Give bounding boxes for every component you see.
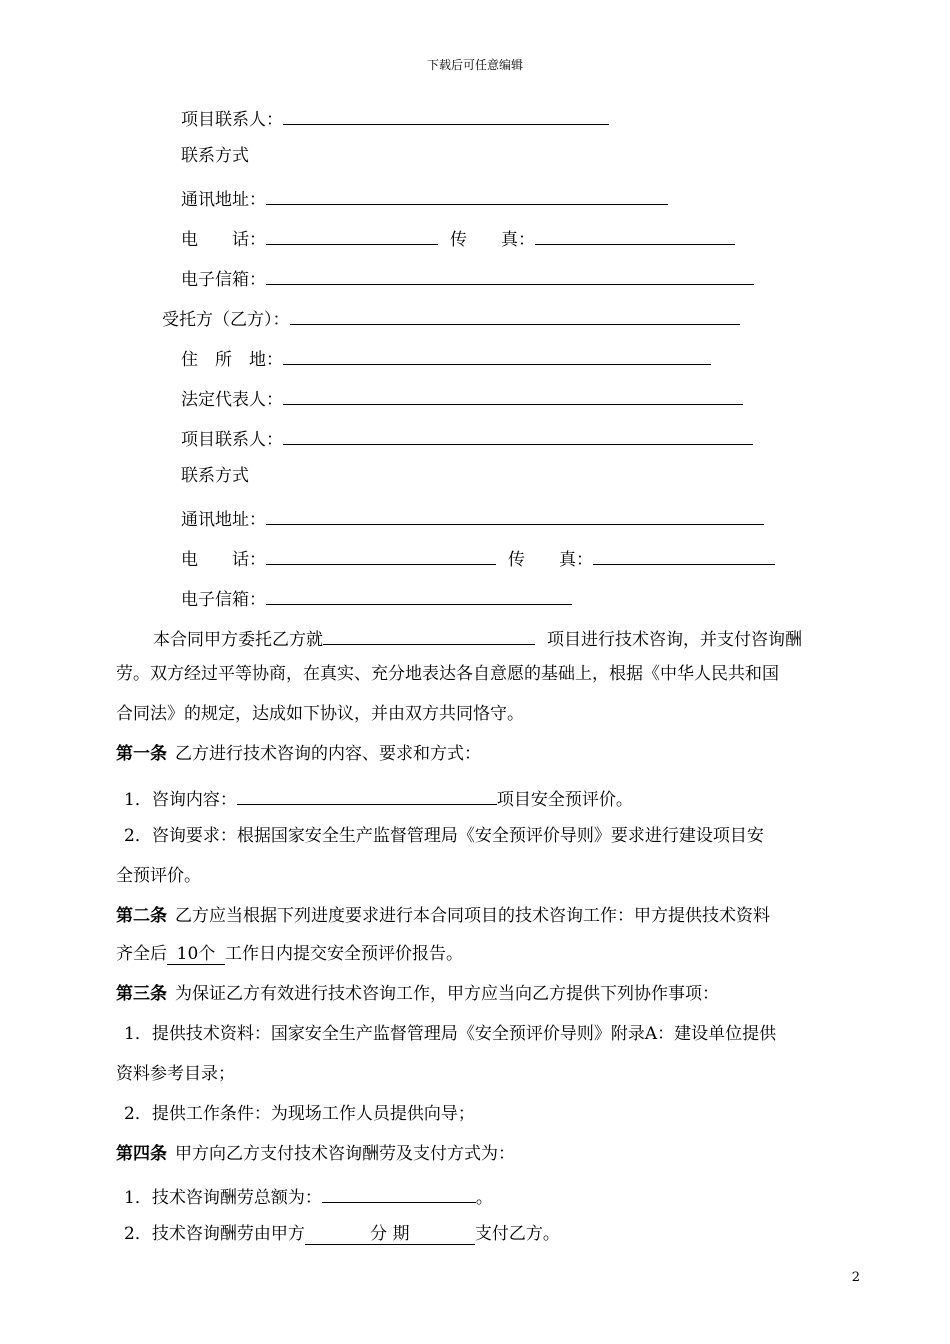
article-1-item-2-line-1: 2．咨询要求：根据国家安全生产监督管理局《安全预评价导则》要求进行建设项目安 (124, 826, 764, 846)
party-b-address-blank[interactable] (266, 504, 764, 525)
article-4-item-1: 1．技术咨询酬劳总额为： 。 (124, 1182, 493, 1210)
party-a-address-blank[interactable] (266, 184, 668, 205)
article-1-heading: 第一条 乙方进行技术咨询的内容、要求和方式： (116, 744, 481, 764)
party-b-email: 电子信箱： (181, 584, 572, 612)
party-a-contact-method: 联系方式 (181, 146, 249, 166)
article-1-item-1: 1．咨询内容： 项目安全预评价。 (124, 784, 633, 812)
payment-method-field[interactable]: 分 期 (305, 1224, 475, 1245)
article-2-line-2: 齐全后 10个 工作日内提交安全预评价报告。 (116, 944, 463, 964)
party-b-name-blank[interactable] (290, 304, 740, 325)
party-a-phone-blank[interactable] (266, 224, 438, 245)
page-header: 下载后可任意编辑 (426, 58, 523, 72)
project-name-blank[interactable] (323, 624, 535, 645)
party-a-fax-blank[interactable] (535, 224, 735, 245)
party-b-legal-rep: 法定代表人： (181, 384, 743, 412)
party-b-email-blank[interactable] (266, 584, 572, 605)
article-3-item-1-line-1: 1．提供技术资料：国家安全生产监督管理局《安全预评价导则》附录A：建设单位提供 (124, 1024, 777, 1044)
party-b-domicile: 住 所 地： (181, 344, 711, 372)
intro-line-1: 本合同甲方委托乙方就 项目进行技术咨询，并支付咨询酬 (153, 624, 802, 652)
article-4-item-2: 2．技术咨询酬劳由甲方 分 期 支付乙方。 (124, 1224, 560, 1244)
party-a-phone-fax: 电 话： 传 真： (181, 224, 735, 252)
party-b-contact-method: 联系方式 (181, 466, 249, 486)
page-number: 2 (851, 1270, 860, 1285)
article-1-label: 第一条 (116, 744, 167, 764)
party-b-fax-blank[interactable] (593, 544, 775, 565)
party-b-address: 通讯地址： (181, 504, 764, 532)
article-3-item-1-line-2: 资料参考目录； (116, 1064, 235, 1084)
party-a-contact-person: 项目联系人： (181, 104, 609, 132)
article-2-heading: 第二条 乙方应当根据下列进度要求进行本合同项目的技术咨询工作：甲方提供技术资料 (116, 906, 770, 926)
total-fee-blank[interactable] (322, 1182, 476, 1203)
party-b-legal-rep-blank[interactable] (283, 384, 743, 405)
party-b-phone-fax: 电 话： 传 真： (181, 544, 775, 572)
party-b-title: 受托方（乙方）： (162, 304, 740, 332)
party-a-email-blank[interactable] (266, 264, 754, 285)
article-3-label: 第三条 (116, 984, 167, 1004)
party-b-domicile-blank[interactable] (283, 344, 711, 365)
party-b-contact-person: 项目联系人： (181, 424, 753, 452)
consult-content-blank[interactable] (237, 784, 497, 805)
article-1-item-2-line-2: 全预评价。 (116, 866, 201, 886)
party-b-phone-blank[interactable] (266, 544, 496, 565)
article-3-heading: 第三条 为保证乙方有效进行技术咨询工作，甲方应当向乙方提供下列协作事项： (116, 984, 719, 1004)
intro-line-3: 合同法》的规定，达成如下协议，并由双方共同恪守。 (116, 704, 524, 724)
article-4-label: 第四条 (116, 1144, 167, 1164)
article-4-heading: 第四条 甲方向乙方支付技术咨询酬劳及支付方式为： (116, 1144, 515, 1164)
intro-line-2: 劳。双方经过平等协商，在真实、充分地表达各自意愿的基础上，根据《中华人民共和国 (116, 664, 779, 684)
party-a-address: 通讯地址： (181, 184, 668, 212)
party-b-contact-person-blank[interactable] (283, 424, 753, 445)
article-2-label: 第二条 (116, 906, 167, 926)
party-a-email: 电子信箱： (181, 264, 754, 292)
article-3-item-2: 2．提供工作条件：为现场工作人员提供向导； (124, 1104, 475, 1124)
party-a-contact-person-blank[interactable] (283, 104, 609, 125)
working-days-field[interactable]: 10个 (167, 944, 225, 965)
